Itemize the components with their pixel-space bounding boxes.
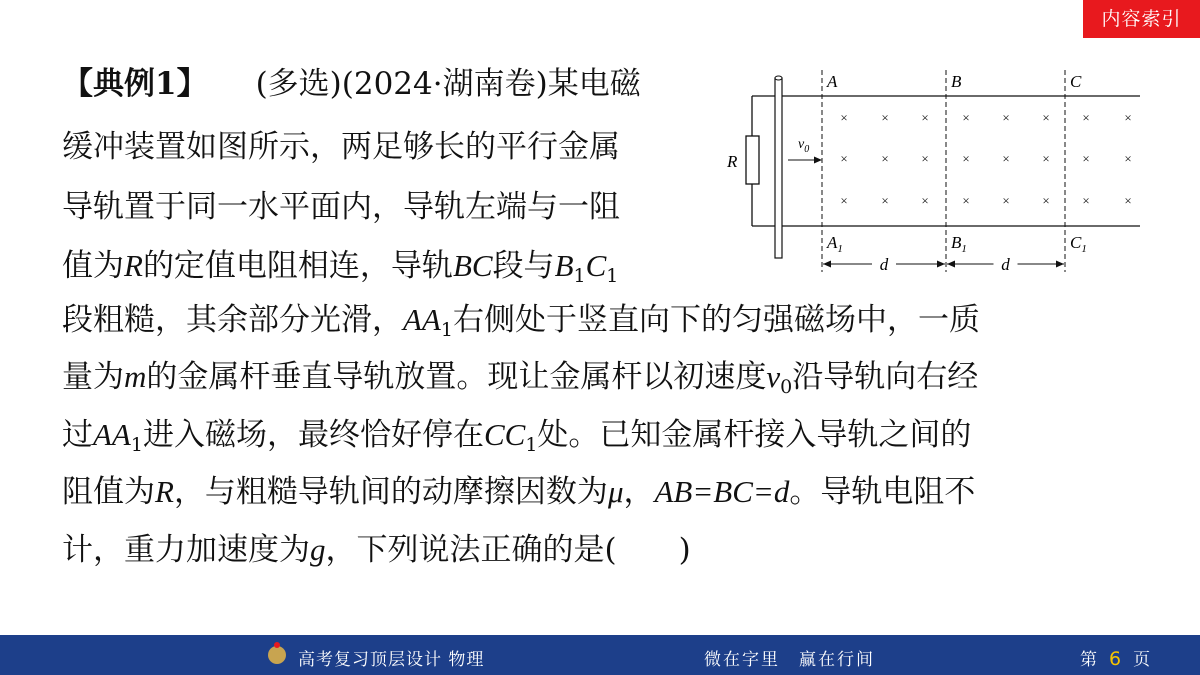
distance-label-1: d <box>879 255 889 274</box>
field-mark-2-7: × <box>1124 193 1132 208</box>
field-mark-1-4: × <box>1002 151 1010 166</box>
slogan: 微在字里 赢在行间 <box>704 650 875 670</box>
field-mark-0-4: × <box>1002 110 1010 125</box>
field-mark-2-4: × <box>1002 193 1010 208</box>
text: 阻值为 <box>62 474 155 510</box>
problem-line-6 <box>62 357 978 397</box>
text: 处。已知金属杆接入导轨之间的 <box>537 417 972 453</box>
field-mark-0-6: × <box>1082 110 1090 125</box>
problem-line-2 <box>62 127 620 167</box>
distance-label-2: d <box>1001 255 1010 274</box>
metal-rod <box>775 76 782 258</box>
text: ，与粗糙导轨间的动摩擦因数为 <box>173 474 608 510</box>
page-suffix: 页 <box>1133 650 1153 670</box>
bottom-label-A1 <box>826 233 843 255</box>
dim-arrow-left-1 <box>823 261 831 268</box>
bottom-label-C1 <box>1070 233 1087 255</box>
label-letter: B <box>951 233 962 252</box>
symbol-g: g <box>310 532 326 567</box>
field-mark-0-5: × <box>1042 110 1050 125</box>
problem-line-9 <box>62 530 691 570</box>
field-mark-0-7: × <box>1124 110 1132 125</box>
subscript: 1 <box>130 434 143 456</box>
field-mark-1-5: × <box>1042 151 1050 166</box>
problem-line-1 <box>62 64 641 104</box>
dim-arrow-right-1 <box>937 261 945 268</box>
page-number: 6 <box>1109 648 1124 670</box>
problem-line-4 <box>62 246 618 286</box>
bottom-label-B1 <box>951 233 967 255</box>
subscript: 1 <box>573 265 586 287</box>
resistor <box>746 136 759 184</box>
velocity-label <box>798 137 809 155</box>
text: 的金属杆垂直导轨放置。现让金属杆以初速度 <box>146 359 767 395</box>
field-mark-0-2: × <box>921 110 929 125</box>
label-subscript: 1 <box>961 243 967 255</box>
field-mark-2-6: × <box>1082 193 1090 208</box>
content-index-button[interactable]: 内容索引 <box>1083 0 1200 38</box>
text: 沿导轨向右经 <box>792 359 979 395</box>
resistor-label: R <box>727 152 738 171</box>
circuit-diagram <box>718 66 1148 282</box>
symbol-cc: CC <box>483 417 526 452</box>
symbol-bc: BC <box>452 248 493 283</box>
text: ， <box>623 474 655 510</box>
v-symbol: v <box>798 137 805 152</box>
text: 。导轨电阻不 <box>789 474 976 510</box>
field-mark-2-0: × <box>840 193 848 208</box>
rod-body <box>775 78 782 258</box>
problem-line-7 <box>62 415 971 455</box>
text: ，下列说法正确的是( ) <box>325 532 691 568</box>
field-mark-2-5: × <box>1042 193 1050 208</box>
top-label-B: B <box>951 72 962 91</box>
problem-tag: (多选)(2024·湖南卷)某电磁 <box>255 66 641 102</box>
equation-ab-bc-d: AB=BC=d <box>654 474 790 509</box>
example-label: 【典例1】 <box>62 66 208 102</box>
field-mark-2-3: × <box>962 193 970 208</box>
text: 导轨置于同一水平面内，导轨左端与一阻 <box>62 189 620 225</box>
v-subscript: 0 <box>804 144 810 155</box>
top-label-C: C <box>1070 72 1082 91</box>
dim-arrow-right-2 <box>1056 261 1064 268</box>
text: 缓冲装置如图所示，两足够长的平行金属 <box>62 129 620 165</box>
symbol-aa: AA <box>403 302 441 337</box>
field-mark-0-3: × <box>962 110 970 125</box>
field-mark-2-1: × <box>881 193 889 208</box>
dim-arrow-left-2 <box>947 261 955 268</box>
label-subscript: 1 <box>1081 243 1087 255</box>
footer-bar <box>0 635 1200 675</box>
velocity-arrowhead <box>814 157 822 164</box>
top-labels <box>826 72 1082 91</box>
text: 右侧处于竖直向下的匀强磁场中，一质 <box>452 302 980 338</box>
boundary-lines <box>822 70 1065 272</box>
problem-line-8 <box>62 472 975 512</box>
field-mark-1-0: × <box>840 151 848 166</box>
symbol-c: C <box>585 248 607 283</box>
text: 的定值电阻相连，导轨 <box>142 248 453 284</box>
text: 量为 <box>62 359 124 395</box>
field-mark-0-1: × <box>881 110 889 125</box>
subscript: 1 <box>525 434 538 456</box>
symbol-b: B <box>554 248 574 283</box>
problem-line-5 <box>62 300 980 340</box>
symbol-aa: AA <box>93 417 131 452</box>
top-label-A: A <box>827 72 838 91</box>
book-title: 高考复习顶层设计 物理 <box>298 650 485 670</box>
field-mark-1-3: × <box>962 151 970 166</box>
problem-line-3 <box>62 187 620 227</box>
field-mark-1-2: × <box>921 151 929 166</box>
distance-markers <box>823 255 1064 274</box>
text: 值为 <box>62 248 124 284</box>
text: 段与 <box>492 248 555 284</box>
field-mark-1-7: × <box>1124 151 1132 166</box>
page-prefix: 第 <box>1080 650 1099 670</box>
subscript: 1 <box>606 265 619 287</box>
symbol-v: v <box>766 359 781 394</box>
subscript: 0 <box>780 376 793 398</box>
symbol-r: R <box>155 474 174 509</box>
bottom-labels <box>826 233 1087 255</box>
label-letter: A <box>827 233 838 252</box>
magnetic-field <box>840 110 1131 208</box>
symbol-r: R <box>124 248 143 283</box>
text: 计，重力加速度为 <box>62 532 310 568</box>
logo-icon <box>268 646 286 664</box>
rod-top <box>775 76 782 80</box>
symbol-m: m <box>124 359 147 394</box>
page-indicator <box>1080 645 1152 670</box>
label-subscript: 1 <box>837 243 843 255</box>
field-mark-0-0: × <box>840 110 848 125</box>
text: 过 <box>62 417 93 453</box>
text: 进入磁场，最终恰好停在 <box>142 417 484 453</box>
field-mark-2-2: × <box>921 193 929 208</box>
text: 段粗糙，其余部分光滑， <box>62 302 403 338</box>
symbol-mu: μ <box>607 474 624 509</box>
field-mark-1-6: × <box>1082 151 1090 166</box>
field-mark-1-1: × <box>881 151 889 166</box>
subscript: 1 <box>440 319 453 341</box>
label-letter: C <box>1070 233 1082 252</box>
